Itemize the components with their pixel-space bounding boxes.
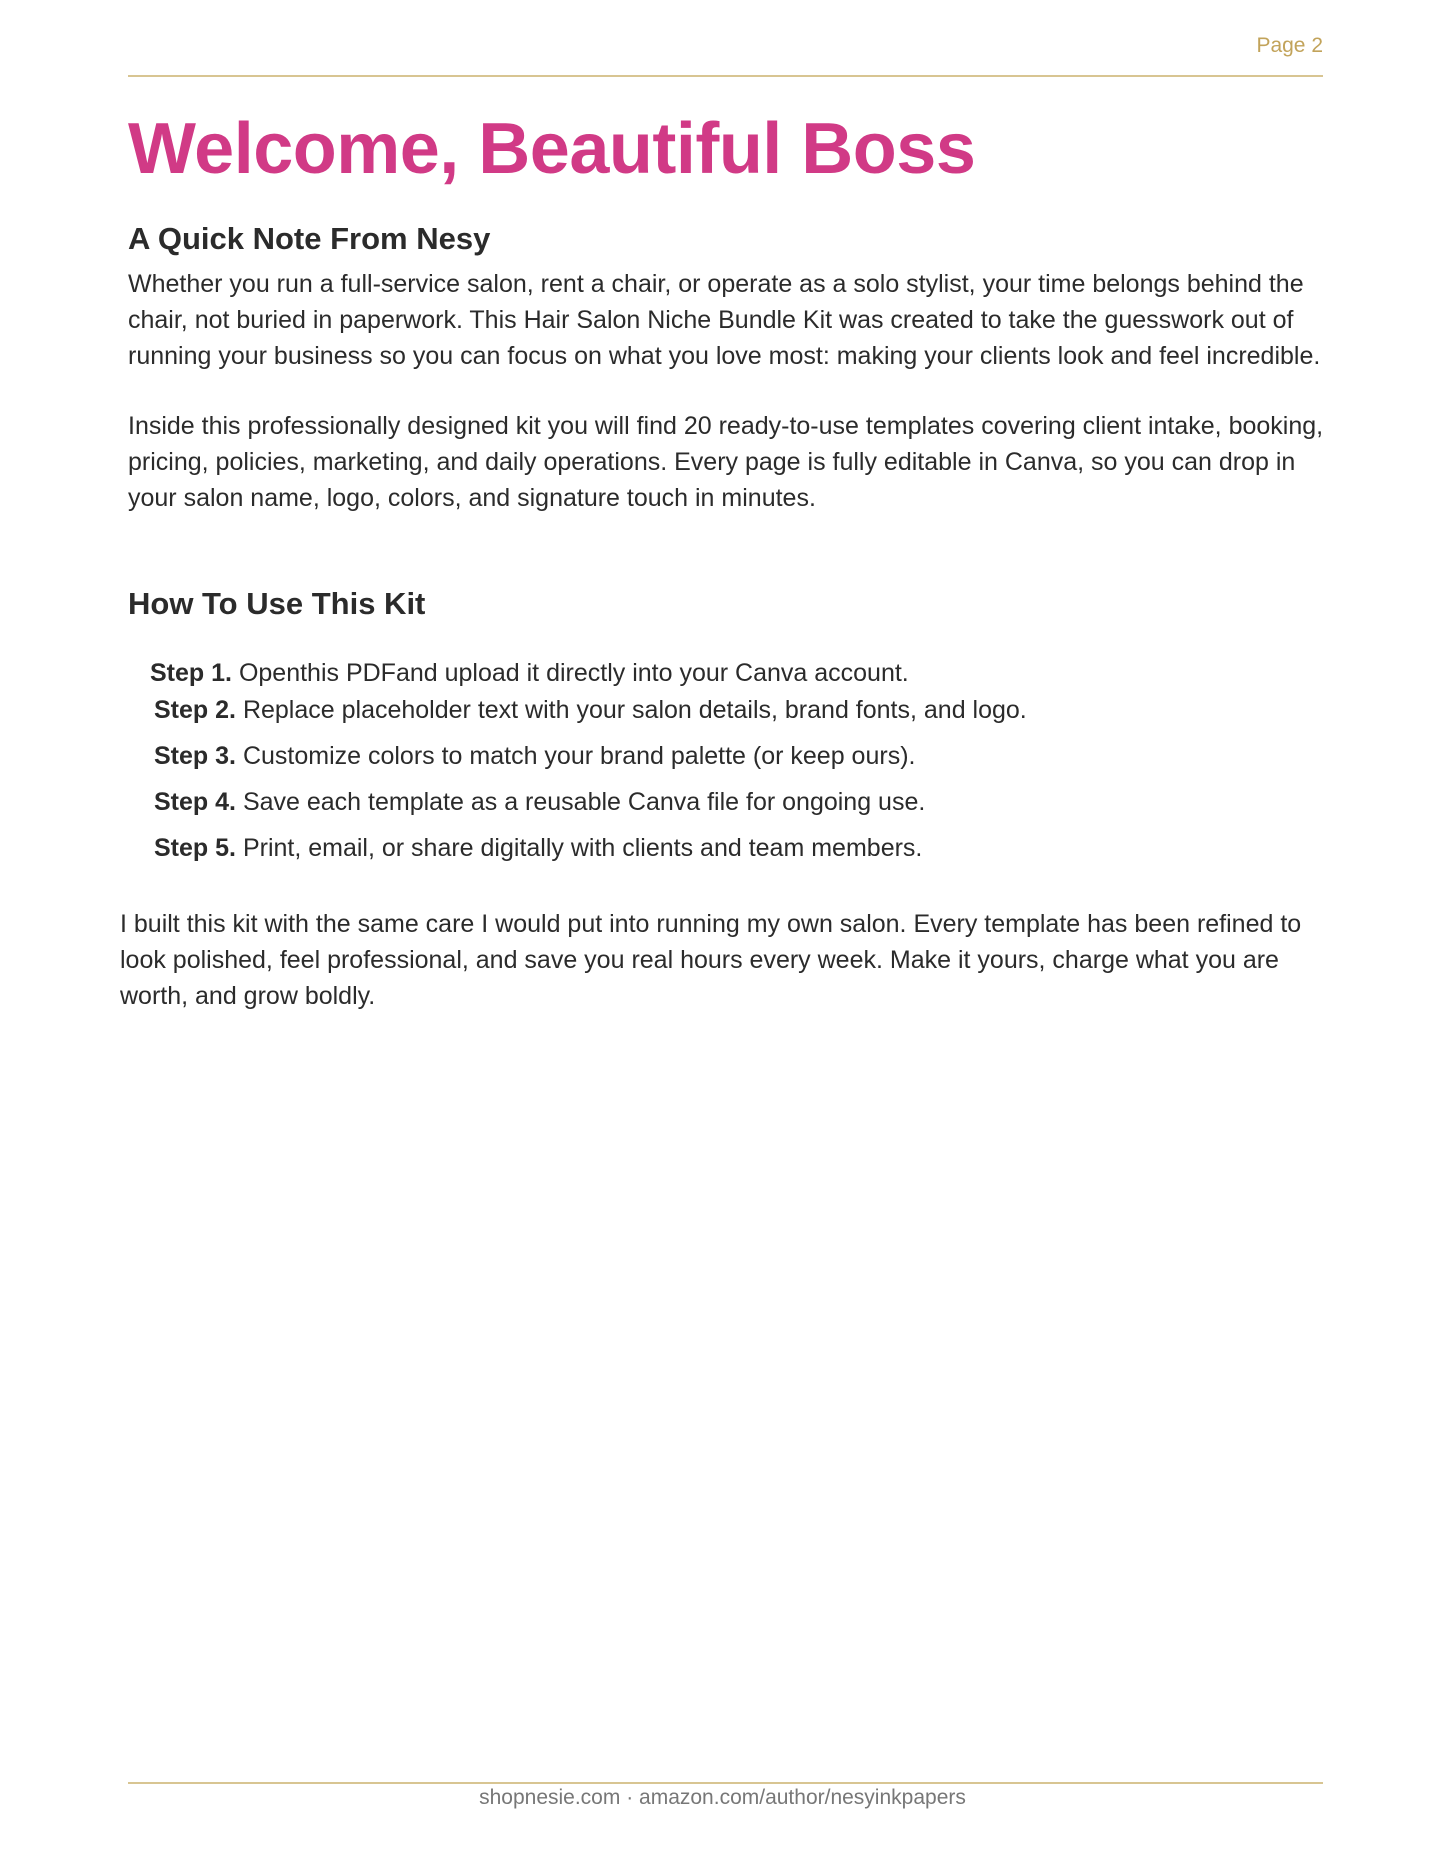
step-item-5 <box>154 831 922 865</box>
step-text: Replace placeholder text with your salon details, brand fonts, and logo. <box>242 696 1027 724</box>
step-item-4 <box>154 785 925 819</box>
step-item-2 <box>154 693 1027 727</box>
step-text: Save each template as a reusable Canva file for ongoing use. <box>242 788 926 816</box>
header-divider <box>128 75 1323 77</box>
step-label: Step 3. <box>154 742 236 770</box>
step-label: Step 5. <box>154 834 236 862</box>
step-item-1 <box>150 656 909 690</box>
page-title: Welcome, Beautiful Boss <box>128 109 976 189</box>
footer-divider <box>128 1782 1323 1784</box>
step-label: Step 4. <box>154 788 236 816</box>
step-label: Step 2. <box>154 696 236 724</box>
page-number: Page 2 <box>1256 34 1323 57</box>
howto-heading: How To Use This Kit <box>128 586 426 621</box>
closing-paragraph: I built this kit with the same care I would put into running my own salon. Every template has been refined to look polished, feel professional, and save you real hours every week. Make it yours, charge what you are worth, and grow boldly. <box>120 910 1302 1010</box>
step-item-3 <box>154 739 915 773</box>
note-heading: A Quick Note From Nesy <box>128 221 491 256</box>
step-text: Customize colors to match your brand palette (or keep ours). <box>242 742 916 770</box>
step-text: Print, email, or share digitally with clients and team members. <box>242 834 923 862</box>
step-label: Step 1. <box>150 659 232 687</box>
note-paragraph-2: Inside this professionally designed kit you will find 20 ready-to-use templates covering client intake, booking, pricing, policies, marketing, and daily operations. Every page is fully editable in Canva, so you can drop in your salon name, logo, colors, and signature touch in minutes. <box>128 412 1324 512</box>
note-paragraph-1: Whether you run a full-service salon, rent a chair, or operate as a solo stylist, your time belongs behind the chair, not buried in paperwork. This Hair Salon Niche Bundle Kit was created to take the guesswork out of running your business so you can focus on what you love most: making your clients look and feel incredible. <box>128 270 1321 370</box>
footer-links: shopnesie.com · amazon.com/author/nesyinkpapers <box>479 1786 966 1809</box>
step-text: Openthis PDFand upload it directly into your Canva account. <box>238 659 909 687</box>
